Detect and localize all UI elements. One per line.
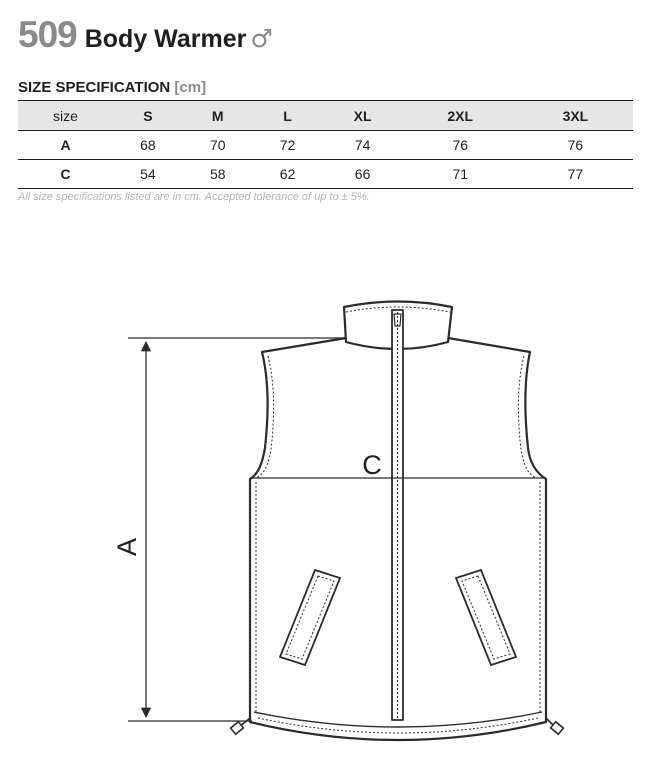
product-name: Body Warmer xyxy=(84,25,247,53)
table-cell: 71 xyxy=(452,166,469,182)
row-label: C xyxy=(60,166,71,182)
dimension-c-label: C xyxy=(362,450,382,480)
tolerance-note: All size specifications listed are in cm. Accepted tolerance of up to ± 5%. xyxy=(18,191,370,203)
table-cell: 77 xyxy=(567,166,584,182)
table-cell: 72 xyxy=(279,137,296,153)
table-cell: 76 xyxy=(452,137,469,153)
table-cell: 76 xyxy=(567,137,584,153)
product-number: 509 xyxy=(18,14,77,55)
table-cell: 58 xyxy=(209,166,226,182)
table-cell: 68 xyxy=(140,137,156,153)
drawcord-right xyxy=(546,718,563,734)
row-label: A xyxy=(60,137,71,153)
spec-heading-text: SIZE SPECIFICATION xyxy=(18,79,171,96)
size-header-cell: S xyxy=(143,107,153,124)
male-icon: ♂ xyxy=(250,24,273,53)
spec-unit: [cm] xyxy=(174,79,207,96)
table-cell: 62 xyxy=(279,166,296,182)
size-header-cell: M xyxy=(211,107,224,124)
vest-outline xyxy=(250,302,546,741)
size-header-label: size xyxy=(53,107,78,124)
table-cell: 70 xyxy=(209,137,226,153)
table-cell: 74 xyxy=(354,137,371,153)
table-cell: 54 xyxy=(140,166,156,182)
table-cell: 66 xyxy=(354,166,371,182)
size-header-cell: L xyxy=(283,107,292,124)
size-header-cell: XL xyxy=(353,107,372,124)
dimension-a-label: A xyxy=(112,537,142,557)
size-header-cell: 2XL xyxy=(447,107,474,124)
size-header-cell: 3XL xyxy=(562,107,589,124)
